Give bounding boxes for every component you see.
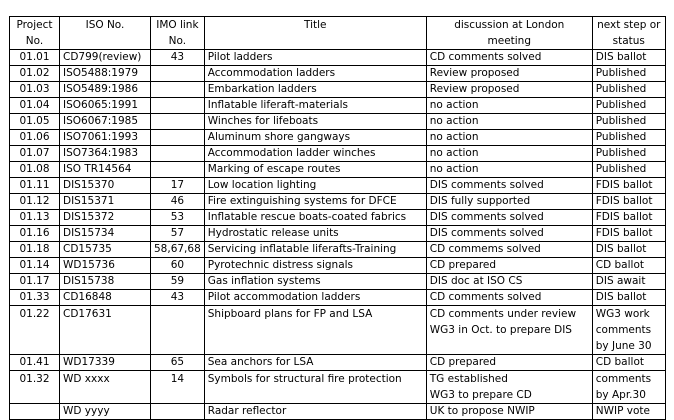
status-cell-line: Published bbox=[595, 83, 647, 95]
iso-number-cell: DIS15370 bbox=[60, 178, 151, 194]
header-project-line2: No. bbox=[25, 35, 44, 47]
imo-link-cell bbox=[151, 130, 205, 146]
status-cell-line: Published bbox=[595, 131, 647, 143]
imo-link-cell bbox=[151, 114, 205, 130]
header-project-no bbox=[10, 17, 60, 50]
table-row bbox=[10, 404, 666, 420]
discussion-cell-line: no action bbox=[429, 147, 479, 159]
status-cell-line: FDIS ballot bbox=[595, 211, 653, 223]
discussion-cell-line: DIS comments solved bbox=[429, 179, 544, 191]
status-cell-line: DIS ballot bbox=[595, 291, 647, 303]
status-cell bbox=[592, 146, 665, 162]
status-cell-line: FDIS ballot bbox=[595, 195, 653, 207]
iso-number-cell: CD15735 bbox=[60, 242, 151, 258]
iso-number-cell: WD yyyy bbox=[60, 404, 151, 420]
project-cell: 01.14 bbox=[10, 258, 60, 274]
project-cell: 01.02 bbox=[10, 66, 60, 82]
title-cell: Pilot accommodation ladders bbox=[204, 290, 426, 306]
iso-number-cell: ISO5488:1979 bbox=[60, 66, 151, 82]
status-cell-line: comments bbox=[595, 373, 652, 385]
status-cell bbox=[592, 98, 665, 114]
discussion-cell bbox=[426, 146, 592, 162]
discussion-cell bbox=[426, 82, 592, 98]
header-discussion-line2: meeting bbox=[487, 35, 532, 47]
title-cell: Winches for lifeboats bbox=[204, 114, 426, 130]
iso-number-cell: ISO6067:1985 bbox=[60, 114, 151, 130]
status-cell bbox=[592, 404, 665, 420]
imo-link-cell bbox=[151, 162, 205, 178]
header-next-step bbox=[592, 17, 665, 50]
discussion-cell-line: DIS fully supported bbox=[429, 195, 531, 207]
project-cell: 01.17 bbox=[10, 274, 60, 290]
table-row bbox=[10, 50, 666, 66]
project-cell: 01.11 bbox=[10, 178, 60, 194]
imo-link-cell: 43 bbox=[151, 290, 205, 306]
status-cell-line: NWIP vote bbox=[595, 405, 650, 417]
iso-number-cell: DIS15372 bbox=[60, 210, 151, 226]
iso-number-cell: ISO TR14564 bbox=[60, 162, 151, 178]
discussion-cell-line: UK to propose NWIP bbox=[429, 405, 535, 417]
status-cell bbox=[592, 242, 665, 258]
imo-link-cell bbox=[151, 146, 205, 162]
title-cell: Servicing inflatable liferafts-Training bbox=[204, 242, 426, 258]
status-cell-line: Published bbox=[595, 67, 647, 79]
discussion-cell-line: CD comments under review bbox=[429, 308, 577, 320]
table-row bbox=[10, 242, 666, 258]
project-cell: 01.41 bbox=[10, 355, 60, 371]
status-cell bbox=[592, 355, 665, 371]
title-cell: Sea anchors for LSA bbox=[204, 355, 426, 371]
iso-number-cell: WD17339 bbox=[60, 355, 151, 371]
header-project-line1: Project bbox=[16, 19, 53, 31]
status-cell-line: Published bbox=[595, 163, 647, 175]
discussion-cell-line: no action bbox=[429, 131, 479, 143]
header-imo-line1: IMO link bbox=[156, 19, 199, 31]
project-cell: 01.12 bbox=[10, 194, 60, 210]
project-cell: 01.04 bbox=[10, 98, 60, 114]
discussion-cell bbox=[426, 50, 592, 66]
iso-number-cell: WD xxxx bbox=[60, 371, 151, 404]
imo-link-cell bbox=[151, 82, 205, 98]
title-cell: Aluminum shore gangways bbox=[204, 130, 426, 146]
table-row bbox=[10, 226, 666, 242]
header-imo-link bbox=[151, 17, 205, 50]
status-cell-line: comments bbox=[595, 324, 652, 336]
project-cell: 01.18 bbox=[10, 242, 60, 258]
title-cell: Shipboard plans for FP and LSA bbox=[204, 306, 426, 355]
project-cell: 01.08 bbox=[10, 162, 60, 178]
status-cell-line: DIS ballot bbox=[595, 243, 647, 255]
title-cell: Radar reflector bbox=[204, 404, 426, 420]
title-cell: Marking of escape routes bbox=[204, 162, 426, 178]
discussion-cell bbox=[426, 178, 592, 194]
discussion-cell bbox=[426, 114, 592, 130]
imo-link-cell: 43 bbox=[151, 50, 205, 66]
table-row bbox=[10, 371, 666, 404]
project-cell bbox=[10, 404, 60, 420]
imo-link-cell: 58,67,68 bbox=[151, 242, 205, 258]
status-cell-line: Published bbox=[595, 115, 647, 127]
status-cell-line: WG3 work bbox=[595, 308, 650, 320]
discussion-cell-line: CD prepared bbox=[429, 356, 497, 368]
project-cell: 01.06 bbox=[10, 130, 60, 146]
status-cell-line: Published bbox=[595, 147, 647, 159]
discussion-cell bbox=[426, 258, 592, 274]
discussion-cell bbox=[426, 66, 592, 82]
header-discussion-line1: discussion at London bbox=[454, 19, 565, 31]
project-cell: 01.16 bbox=[10, 226, 60, 242]
header-iso-no: ISO No. bbox=[60, 17, 151, 50]
status-cell bbox=[592, 194, 665, 210]
iso-number-cell: ISO5489:1986 bbox=[60, 82, 151, 98]
discussion-cell-line: CD commems solved bbox=[429, 243, 541, 255]
iso-number-cell: CD799(review) bbox=[60, 50, 151, 66]
status-cell bbox=[592, 306, 665, 355]
table-row bbox=[10, 130, 666, 146]
status-cell-line: by Apr.30 bbox=[595, 389, 646, 401]
imo-link-cell: 60 bbox=[151, 258, 205, 274]
header-title: Title bbox=[204, 17, 426, 50]
header-next-line1: next step or bbox=[597, 19, 661, 31]
title-cell: Gas inflation systems bbox=[204, 274, 426, 290]
discussion-cell-line: CD prepared bbox=[429, 259, 497, 271]
imo-link-cell: 57 bbox=[151, 226, 205, 242]
discussion-cell-line: CD comments solved bbox=[429, 51, 542, 63]
table-row bbox=[10, 146, 666, 162]
status-cell bbox=[592, 178, 665, 194]
status-cell bbox=[592, 258, 665, 274]
table-row bbox=[10, 114, 666, 130]
discussion-cell bbox=[426, 130, 592, 146]
table-row bbox=[10, 258, 666, 274]
iso-number-cell: DIS15734 bbox=[60, 226, 151, 242]
header-next-line2: status bbox=[612, 35, 645, 47]
title-cell: Pilot ladders bbox=[204, 50, 426, 66]
discussion-cell-line: WG3 to prepare CD bbox=[429, 389, 532, 401]
discussion-cell bbox=[426, 98, 592, 114]
iso-project-table bbox=[9, 16, 666, 420]
title-cell: Accommodation ladders bbox=[204, 66, 426, 82]
status-cell bbox=[592, 371, 665, 404]
table-row bbox=[10, 274, 666, 290]
imo-link-cell: 65 bbox=[151, 355, 205, 371]
imo-link-cell bbox=[151, 66, 205, 82]
status-cell bbox=[592, 162, 665, 178]
status-cell bbox=[592, 274, 665, 290]
table-row bbox=[10, 194, 666, 210]
discussion-cell-line: no action bbox=[429, 99, 479, 111]
discussion-cell-line: CD comments solved bbox=[429, 291, 542, 303]
imo-link-cell bbox=[151, 404, 205, 420]
title-cell: Symbols for structural fire protection bbox=[204, 371, 426, 404]
discussion-cell-line: no action bbox=[429, 115, 479, 127]
discussion-cell bbox=[426, 290, 592, 306]
imo-link-cell: 17 bbox=[151, 178, 205, 194]
title-cell: Low location lighting bbox=[204, 178, 426, 194]
project-cell: 01.01 bbox=[10, 50, 60, 66]
discussion-cell bbox=[426, 274, 592, 290]
table-row bbox=[10, 66, 666, 82]
header-imo-line2: No. bbox=[168, 35, 187, 47]
discussion-cell bbox=[426, 210, 592, 226]
discussion-cell-line: DIS doc at ISO CS bbox=[429, 275, 523, 287]
status-cell-line: DIS await bbox=[595, 275, 646, 287]
project-cell: 01.13 bbox=[10, 210, 60, 226]
iso-number-cell: DIS15371 bbox=[60, 194, 151, 210]
discussion-cell-line: Review proposed bbox=[429, 83, 520, 95]
status-cell-line: FDIS ballot bbox=[595, 179, 653, 191]
discussion-cell bbox=[426, 226, 592, 242]
discussion-cell-line: Review proposed bbox=[429, 67, 520, 79]
imo-link-cell: 59 bbox=[151, 274, 205, 290]
table-row bbox=[10, 210, 666, 226]
imo-link-cell: 53 bbox=[151, 210, 205, 226]
imo-link-cell: 46 bbox=[151, 194, 205, 210]
discussion-cell-line: TG established bbox=[429, 373, 508, 385]
status-cell-line: FDIS ballot bbox=[595, 227, 653, 239]
imo-link-cell: 14 bbox=[151, 371, 205, 404]
discussion-cell-line: DIS comments solved bbox=[429, 211, 544, 223]
title-cell: Embarkation ladders bbox=[204, 82, 426, 98]
status-cell bbox=[592, 66, 665, 82]
project-cell: 01.07 bbox=[10, 146, 60, 162]
status-cell-line: DIS ballot bbox=[595, 51, 647, 63]
status-cell bbox=[592, 290, 665, 306]
status-cell bbox=[592, 50, 665, 66]
project-cell: 01.32 bbox=[10, 371, 60, 404]
imo-link-cell bbox=[151, 306, 205, 355]
header-discussion bbox=[426, 17, 592, 50]
title-cell: Inflatable liferaft-materials bbox=[204, 98, 426, 114]
discussion-cell-line: WG3 in Oct. to prepare DIS bbox=[429, 324, 572, 336]
table-row bbox=[10, 178, 666, 194]
discussion-cell bbox=[426, 355, 592, 371]
table-row bbox=[10, 290, 666, 306]
title-cell: Inflatable rescue boats-coated fabrics bbox=[204, 210, 426, 226]
status-cell bbox=[592, 210, 665, 226]
discussion-cell-line: no action bbox=[429, 163, 479, 175]
project-cell: 01.03 bbox=[10, 82, 60, 98]
status-cell-line: CD ballot bbox=[595, 259, 644, 271]
iso-number-cell: ISO7364:1983 bbox=[60, 146, 151, 162]
title-cell: Fire extinguishing systems for DFCE bbox=[204, 194, 426, 210]
title-cell: Hydrostatic release units bbox=[204, 226, 426, 242]
table-row bbox=[10, 162, 666, 178]
iso-number-cell: ISO6065:1991 bbox=[60, 98, 151, 114]
table-row bbox=[10, 82, 666, 98]
iso-number-cell: CD17631 bbox=[60, 306, 151, 355]
status-cell-line: by June 30 bbox=[595, 340, 652, 352]
table-row bbox=[10, 355, 666, 371]
iso-number-cell: CD16848 bbox=[60, 290, 151, 306]
project-cell: 01.22 bbox=[10, 306, 60, 355]
header-row bbox=[10, 17, 666, 50]
iso-number-cell: ISO7061:1993 bbox=[60, 130, 151, 146]
iso-number-cell: WD15736 bbox=[60, 258, 151, 274]
table-row bbox=[10, 306, 666, 355]
project-cell: 01.33 bbox=[10, 290, 60, 306]
imo-link-cell bbox=[151, 98, 205, 114]
title-cell: Pyrotechnic distress signals bbox=[204, 258, 426, 274]
discussion-cell bbox=[426, 404, 592, 420]
project-cell: 01.05 bbox=[10, 114, 60, 130]
iso-number-cell: DIS15738 bbox=[60, 274, 151, 290]
discussion-cell bbox=[426, 194, 592, 210]
discussion-cell-line: DIS comments solved bbox=[429, 227, 544, 239]
table-row bbox=[10, 98, 666, 114]
discussion-cell bbox=[426, 306, 592, 355]
status-cell bbox=[592, 130, 665, 146]
status-cell bbox=[592, 82, 665, 98]
discussion-cell bbox=[426, 371, 592, 404]
status-cell bbox=[592, 114, 665, 130]
status-cell-line: CD ballot bbox=[595, 356, 644, 368]
discussion-cell bbox=[426, 162, 592, 178]
title-cell: Accommodation ladder winches bbox=[204, 146, 426, 162]
status-cell-line: Published bbox=[595, 99, 647, 111]
status-cell bbox=[592, 226, 665, 242]
discussion-cell bbox=[426, 242, 592, 258]
